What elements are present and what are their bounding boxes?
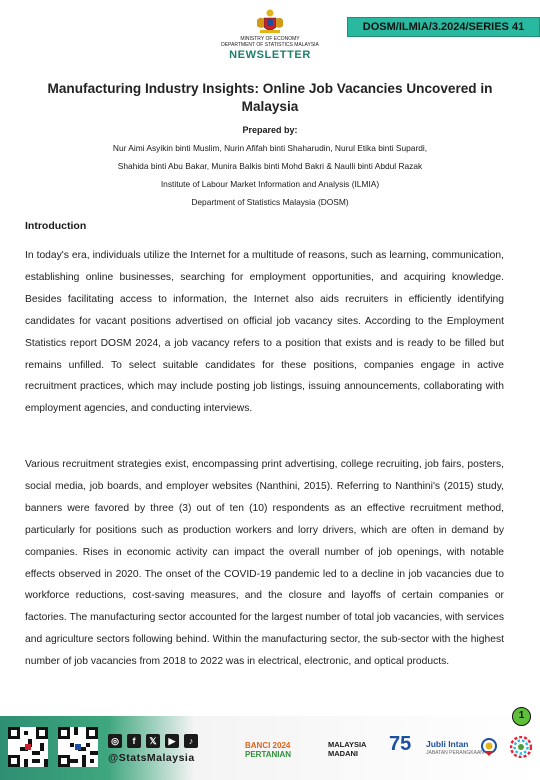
- qr-code-1: [8, 727, 48, 767]
- department-label: DEPARTMENT OF STATISTICS MALAYSIA: [221, 42, 319, 48]
- authors-line-2: Shahida binti Abu Bakar, Munira Balkis binti Mohd Bakri & Naulli binti Abdul Razak: [117, 161, 423, 171]
- page-number-badge: 1: [512, 707, 531, 726]
- youtube-icon[interactable]: ▶: [165, 734, 179, 748]
- madani-logo-line-2: MADANI: [328, 749, 358, 758]
- paragraph-2: Various recruitment strategies exist, encompassing print advertising, college recruiting, job fairs, posters, social media, job boards, and employer websites (Nanthini, 2015). Referring to Nanthini's (2015) study, banners were favored by three (3) out of ten (10) respondents as an effective recruitment method, particularly for positions such as production workers and lorry drivers, which are often in demand by companies. Rises in economic activity can impact the overall number of job openings, with notable effects observed in 2020. The onset of the COVID-19 pandemic led to a decline in job vacancies due to workforce reductions, cost-saving measures, and the closure and layoffs of certain companies or factories. The manufacturing sector accounted for the largest number of total job vacancies, with services and agriculture sectors following behind. Within the manufacturing sector, the sub-sector with the highest number of job vacancies from 2018 to 2022 was in electrical, electronic, and optical products.: [25, 459, 504, 668]
- facebook-icon[interactable]: f: [127, 734, 141, 748]
- sdg-wheel-logo: [510, 736, 532, 758]
- section-heading: Introduction: [25, 220, 87, 232]
- coat-of-arms-logo: [254, 8, 286, 36]
- banci-logo-line-1: BANCI 2024: [245, 741, 291, 750]
- tiktok-icon[interactable]: ♪: [184, 734, 198, 748]
- institute-line: Institute of Labour Market Information and Analysis (ILMIA): [160, 179, 380, 189]
- authors-line-1: Nur Aimi Asyikin binti Muslim, Nurin Afifah binti Shaharudin, Nurul Etika binti Supardi,: [112, 143, 428, 153]
- document-title: Manufacturing Industry Insights: Online Job Vacancies Uncovered in Malaysia: [47, 81, 493, 114]
- dosm-75-logo: 75: [389, 733, 412, 755]
- social-handle[interactable]: @StatsMalaysia: [108, 752, 195, 764]
- qr-code-2: [58, 727, 98, 767]
- jubli-logo-line-1: Jubli Intan: [426, 739, 469, 749]
- x-icon[interactable]: 𝕏: [146, 734, 160, 748]
- madani-logo-line-1: MALAYSIA: [328, 740, 367, 749]
- malaysia-madani-logo: [328, 740, 366, 758]
- series-code-badge: DOSM/ILMIA/3.2024/SERIES 41: [347, 17, 540, 37]
- emblem-logo: [480, 737, 498, 757]
- social-links: [108, 734, 198, 748]
- prepared-by-label: Prepared by:: [242, 125, 298, 135]
- paragraph-1: In today's era, individuals utilize the Internet for a multitude of reasons, such as learning, communication, establishing online businesses, searching for employment opportunities, and acquiring knowledge. Besides facilitating access to information, the Internet also aids recruiters in efficiently identifying candidates for vacant positions advertised on official job vacancy sites. According to the Employment Statistics report DOSM 2024, a job vacancy refers to a position that exists and is ready to be filled but remains unfilled. To select suitable candidates for these positions, companies engage in active recruitment practices, which may include posting job listings, issuing announcements, collaborating with employment agencies, and conducting interviews.: [25, 250, 504, 415]
- newsletter-label: NEWSLETTER: [229, 49, 311, 61]
- department-line: Department of Statistics Malaysia (DOSM): [191, 197, 349, 207]
- banci-pertanian-logo: [245, 741, 291, 759]
- jubli-intan-logo: [426, 740, 484, 758]
- jubli-logo-line-2: JABATAN PERANGKAAN: [426, 750, 484, 756]
- ministry-label: MINISTRY OF ECONOMY: [240, 36, 300, 42]
- banci-logo-line-2: PERTANIAN: [245, 750, 292, 759]
- instagram-icon[interactable]: ◎: [108, 734, 122, 748]
